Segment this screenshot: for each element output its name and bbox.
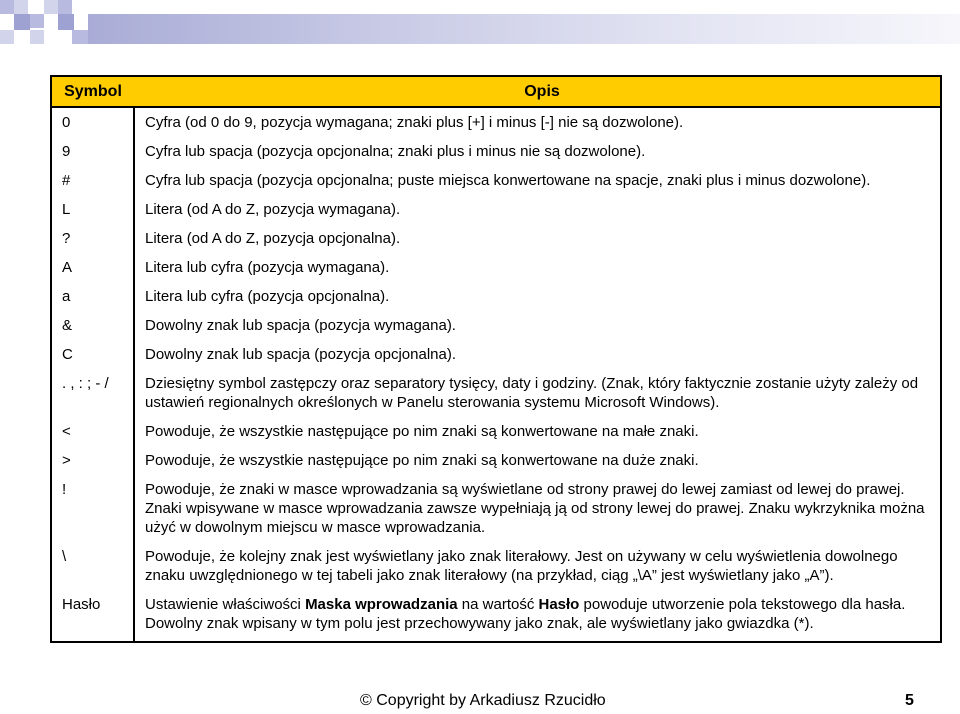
description-cell: Litera lub cyfra (pozycja opcjonalna). bbox=[134, 277, 941, 306]
decor-square bbox=[14, 14, 30, 30]
description-cell: Dziesiętny symbol zastępczy oraz separatory tysięcy, daty i godziny. (Znak, który faktycznie zostanie użyty zależy od ustawień regionalnych określonych w Panelu sterowania systemu Microsoft Windows). bbox=[134, 364, 941, 412]
description-cell: Powoduje, że kolejny znak jest wyświetlany jako znak literałowy. Jest on używany w celu wyświetlenia dowolnego znaku uwzględnionego w tej tabeli jako znak literałowy (na przykład, ciąg „\A” jest wyświetlany jako „A”). bbox=[134, 537, 941, 585]
symbol-cell: C bbox=[51, 335, 134, 364]
description-text: na wartość bbox=[457, 596, 539, 613]
symbol-cell: 9 bbox=[51, 132, 134, 161]
symbol-cell: Hasło bbox=[51, 585, 134, 642]
decor-square bbox=[14, 0, 28, 14]
description-cell: Powoduje, że wszystkie następujące po nim znaki są konwertowane na małe znaki. bbox=[134, 412, 941, 441]
table-row bbox=[51, 306, 941, 335]
decor-square bbox=[30, 30, 44, 44]
description-cell: Cyfra lub spacja (pozycja opcjonalna; puste miejsca konwertowane na spacje, znaki plus i minus dozwolone). bbox=[134, 161, 941, 190]
symbol-cell: # bbox=[51, 161, 134, 190]
symbol-cell: ! bbox=[51, 470, 134, 537]
table-row bbox=[51, 335, 941, 364]
input-mask-symbols-table bbox=[50, 75, 942, 643]
decorative-header-band bbox=[0, 0, 960, 62]
header-gradient-bar bbox=[88, 14, 960, 44]
description-cell: Powoduje, że wszystkie następujące po nim znaki są konwertowane na duże znaki. bbox=[134, 441, 941, 470]
table-row bbox=[51, 107, 941, 132]
page-number: 5 bbox=[905, 692, 914, 709]
symbol-column-header: Symbol bbox=[51, 76, 134, 107]
decor-square bbox=[0, 30, 14, 44]
symbol-cell: > bbox=[51, 441, 134, 470]
table-row bbox=[51, 441, 941, 470]
decor-square bbox=[0, 0, 14, 14]
table-row bbox=[51, 219, 941, 248]
description-column-header: Opis bbox=[134, 76, 941, 107]
symbol-cell: A bbox=[51, 248, 134, 277]
description-cell: Cyfra lub spacja (pozycja opcjonalna; znaki plus i minus nie są dozwolone). bbox=[134, 132, 941, 161]
table-header-row bbox=[51, 76, 941, 107]
bold-term: Hasło bbox=[538, 596, 580, 613]
table-row bbox=[51, 470, 941, 537]
symbol-cell: . , : ; - / bbox=[51, 364, 134, 412]
decor-square bbox=[58, 14, 74, 30]
symbol-cell: < bbox=[51, 412, 134, 441]
description-cell: Litera (od A do Z, pozycja wymagana). bbox=[134, 190, 941, 219]
description-text: powoduje utworzenie pola tekstowego dla hasła. Dowolny znak wpisany w tym polu jest przechowywany jako znak, ale wyświetlany jako gwiazdka (*). bbox=[145, 596, 906, 632]
bold-term: Maska wprowadzania bbox=[305, 596, 458, 613]
decor-square bbox=[30, 14, 44, 28]
decor-square bbox=[44, 0, 58, 14]
table-row bbox=[51, 585, 941, 642]
table-row bbox=[51, 364, 941, 412]
description-text: Ustawienie właściwości bbox=[145, 596, 306, 613]
table-row bbox=[51, 537, 941, 585]
symbol-cell: L bbox=[51, 190, 134, 219]
table-row bbox=[51, 132, 941, 161]
description-cell: Cyfra (od 0 do 9, pozycja wymagana; znaki plus [+] i minus [-] nie są dozwolone). bbox=[134, 107, 941, 132]
description-cell: Litera lub cyfra (pozycja wymagana). bbox=[134, 248, 941, 277]
table-row bbox=[51, 161, 941, 190]
decor-square bbox=[58, 0, 72, 14]
symbol-cell: 0 bbox=[51, 107, 134, 132]
description-cell: Dowolny znak lub spacja (pozycja wymagana). bbox=[134, 306, 941, 335]
description-cell: Dowolny znak lub spacja (pozycja opcjonalna). bbox=[134, 335, 941, 364]
description-cell bbox=[134, 585, 941, 642]
symbol-cell: a bbox=[51, 277, 134, 306]
copyright-footer: © Copyright by Arkadiusz Rzucidło bbox=[360, 692, 606, 709]
decor-square bbox=[72, 30, 88, 44]
table-row bbox=[51, 277, 941, 306]
symbol-cell: \ bbox=[51, 537, 134, 585]
symbol-cell: & bbox=[51, 306, 134, 335]
symbol-cell: ? bbox=[51, 219, 134, 248]
description-cell: Litera (od A do Z, pozycja opcjonalna). bbox=[134, 219, 941, 248]
table-row bbox=[51, 412, 941, 441]
table-row bbox=[51, 190, 941, 219]
description-cell: Powoduje, że znaki w masce wprowadzania są wyświetlane od strony prawej do lewej zamiast od lewej do prawej. Znaki wpisywane w masce wprowadzania zawsze wypełniają ją od strony lewej do prawej. Znaku wykrzyknika można użyć w dowolnym miejscu w masce wprowadzania. bbox=[134, 470, 941, 537]
table-row bbox=[51, 248, 941, 277]
